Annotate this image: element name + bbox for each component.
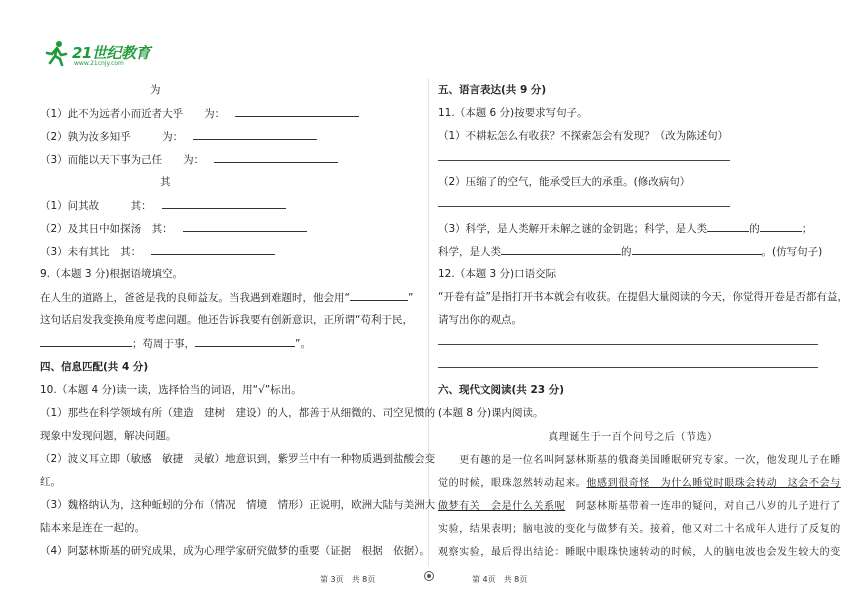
- qi-header: 其: [160, 176, 171, 188]
- answer-blank[interactable]: [501, 243, 621, 255]
- answer-blank[interactable]: [195, 335, 295, 347]
- section-6-title: 六、现代文阅读(共 23 分): [438, 384, 565, 396]
- wei-item-1: （1）此不为远者小而近者大乎 为：: [40, 105, 359, 121]
- section-4-title: 四、信息匹配(共 4 分): [40, 361, 149, 373]
- answer-blank[interactable]: [151, 243, 275, 255]
- q10-item-1-line-1: （1）那些在科学领域有所（建造 建树 建设）的人，都善于从细微的、司空见惯的: [40, 407, 436, 419]
- answer-blank[interactable]: [214, 151, 338, 163]
- passage-line-2: 觉的时候，眼珠忽然转动起来。他感到很奇怪 为什么睡觉时眼珠会转动 这会不会与: [438, 478, 841, 489]
- q11-item-3-line-1: （3）科学，是人类解开未解之谜的金钥匙；科学，是人类 的 ；: [438, 220, 812, 236]
- answer-line[interactable]: [438, 367, 818, 368]
- q10-item-2-line-1: （2）波义耳立即（敏感 敏捷 灵敏）地意识到，紫罗兰中有一种物质遇到盐酸会变: [40, 453, 436, 465]
- answer-blank[interactable]: [162, 197, 286, 209]
- passage-line-5: 观察实验，最后得出结论：睡眠中眼珠快速转动的时候，人的脑电波也会发生较大的变: [438, 547, 841, 558]
- q9-line-1: 在人生的道路上，爸爸是我的良师益友。当我遇到难题时，他会用“ ”: [40, 289, 413, 305]
- q11-item-2: （2）压缩了的空气，能承受巨大的承重。(修改病句）: [438, 176, 691, 188]
- q11-title: 11.（本题 6 分)按要求写句子。: [438, 107, 588, 119]
- qi-item-3: （3）未有其比 其：: [40, 243, 275, 259]
- q12-line-2: 请写出你的观点。: [438, 314, 522, 326]
- binding-hole-icon: [424, 571, 434, 581]
- q9-title: 9.（本题 3 分)根据语境填空。: [40, 268, 183, 280]
- underlined-sentence: 他感到很奇怪 为什么睡觉时眼珠会转动 这会不会与: [586, 478, 841, 489]
- section-5-title: 五、语言表达(共 9 分): [438, 84, 547, 96]
- answer-line[interactable]: [438, 344, 818, 345]
- answer-blank[interactable]: [632, 243, 762, 255]
- wei-item-3: （3）而能以天下事为己任 为：: [40, 151, 338, 167]
- logo-brand: 21世纪教育: [72, 44, 150, 62]
- answer-line[interactable]: [438, 206, 730, 207]
- answer-blank[interactable]: [183, 220, 307, 232]
- underlined-sentence: 做梦有关 会是什么关系呢: [438, 501, 566, 512]
- page-number-right: 第 4页 共 8页: [472, 575, 528, 584]
- answer-blank[interactable]: [350, 289, 408, 301]
- answer-blank[interactable]: [235, 105, 359, 117]
- q10-item-3-line-1: （3）魏格纳认为，这种蚯蚓的分布（情况 情境 情形）正说明，欧洲大陆与美洲大: [40, 499, 436, 511]
- page-number-left: 第 3页 共 8页: [320, 575, 376, 584]
- q11-item-1: （1）不耕耘怎么有收获？不探索怎会有发现？（改为陈述句）: [438, 130, 729, 142]
- q10-item-2-line-2: 红。: [40, 476, 61, 488]
- logo: [44, 40, 154, 72]
- passage-title: 真理诞生于一百个问号之后（节选）: [548, 432, 718, 443]
- answer-blank[interactable]: [193, 128, 317, 140]
- qi-item-2: （2）及其日中如探汤 其：: [40, 220, 307, 236]
- q11-item-3-line-2: 科学，是人类 的 。(仿写句子): [438, 243, 822, 259]
- passage-line-3: 做梦有关 会是什么关系呢 阿瑟林斯基带着一连串的疑问，对自己八岁的儿子进行了: [438, 501, 841, 512]
- answer-blank[interactable]: [40, 335, 132, 347]
- column-divider: [428, 78, 429, 566]
- passage-line-4: 实验，结果表明；脑电波的变化与做梦有关。接着，他又对二十名成年人进行了反复的: [438, 524, 841, 535]
- runner-logo-icon: [44, 40, 70, 66]
- answer-line[interactable]: [438, 160, 730, 161]
- q10-title: 10.（本题 4 分)读一读，选择恰当的词语，用“√”标出。: [40, 384, 302, 396]
- qi-item-1: （1）问其故 其：: [40, 197, 286, 213]
- reading-question-title: (本题 8 分)课内阅读。: [438, 407, 544, 419]
- q10-item-1-line-2: 现象中发现问题，解决问题。: [40, 430, 177, 442]
- q9-line-2: 这句话启发我变换角度考虑问题。他还告诉我要有创新意识，正所谓“苟利于民，: [40, 314, 413, 326]
- q9-line-3: ；苟周于事， ”。: [40, 335, 311, 351]
- logo-url: www.21cnjy.com: [74, 60, 124, 67]
- answer-blank[interactable]: [707, 220, 749, 232]
- wei-item-2: （2）孰为汝多知乎 为：: [40, 128, 317, 144]
- answer-blank[interactable]: [760, 220, 802, 232]
- q10-item-4: （4）阿瑟林斯基的研究成果，成为心理学家研究做梦的重要（证据 根据 依据）。: [40, 545, 430, 557]
- q12-line-1: “开卷有益”是指打开书本就会有收获。在提倡大量阅读的今天，你觉得开卷是否都有益，: [438, 291, 848, 303]
- q10-item-3-line-2: 陆本来是连在一起的。: [40, 522, 145, 534]
- wei-header: 为: [150, 84, 161, 96]
- passage-line-1: 更有趣的是一位名叫阿瑟林斯基的俄裔美国睡眠研究专家。一次，他发现儿子在睡: [438, 455, 841, 466]
- q12-title: 12.（本题 3 分)口语交际: [438, 268, 557, 280]
